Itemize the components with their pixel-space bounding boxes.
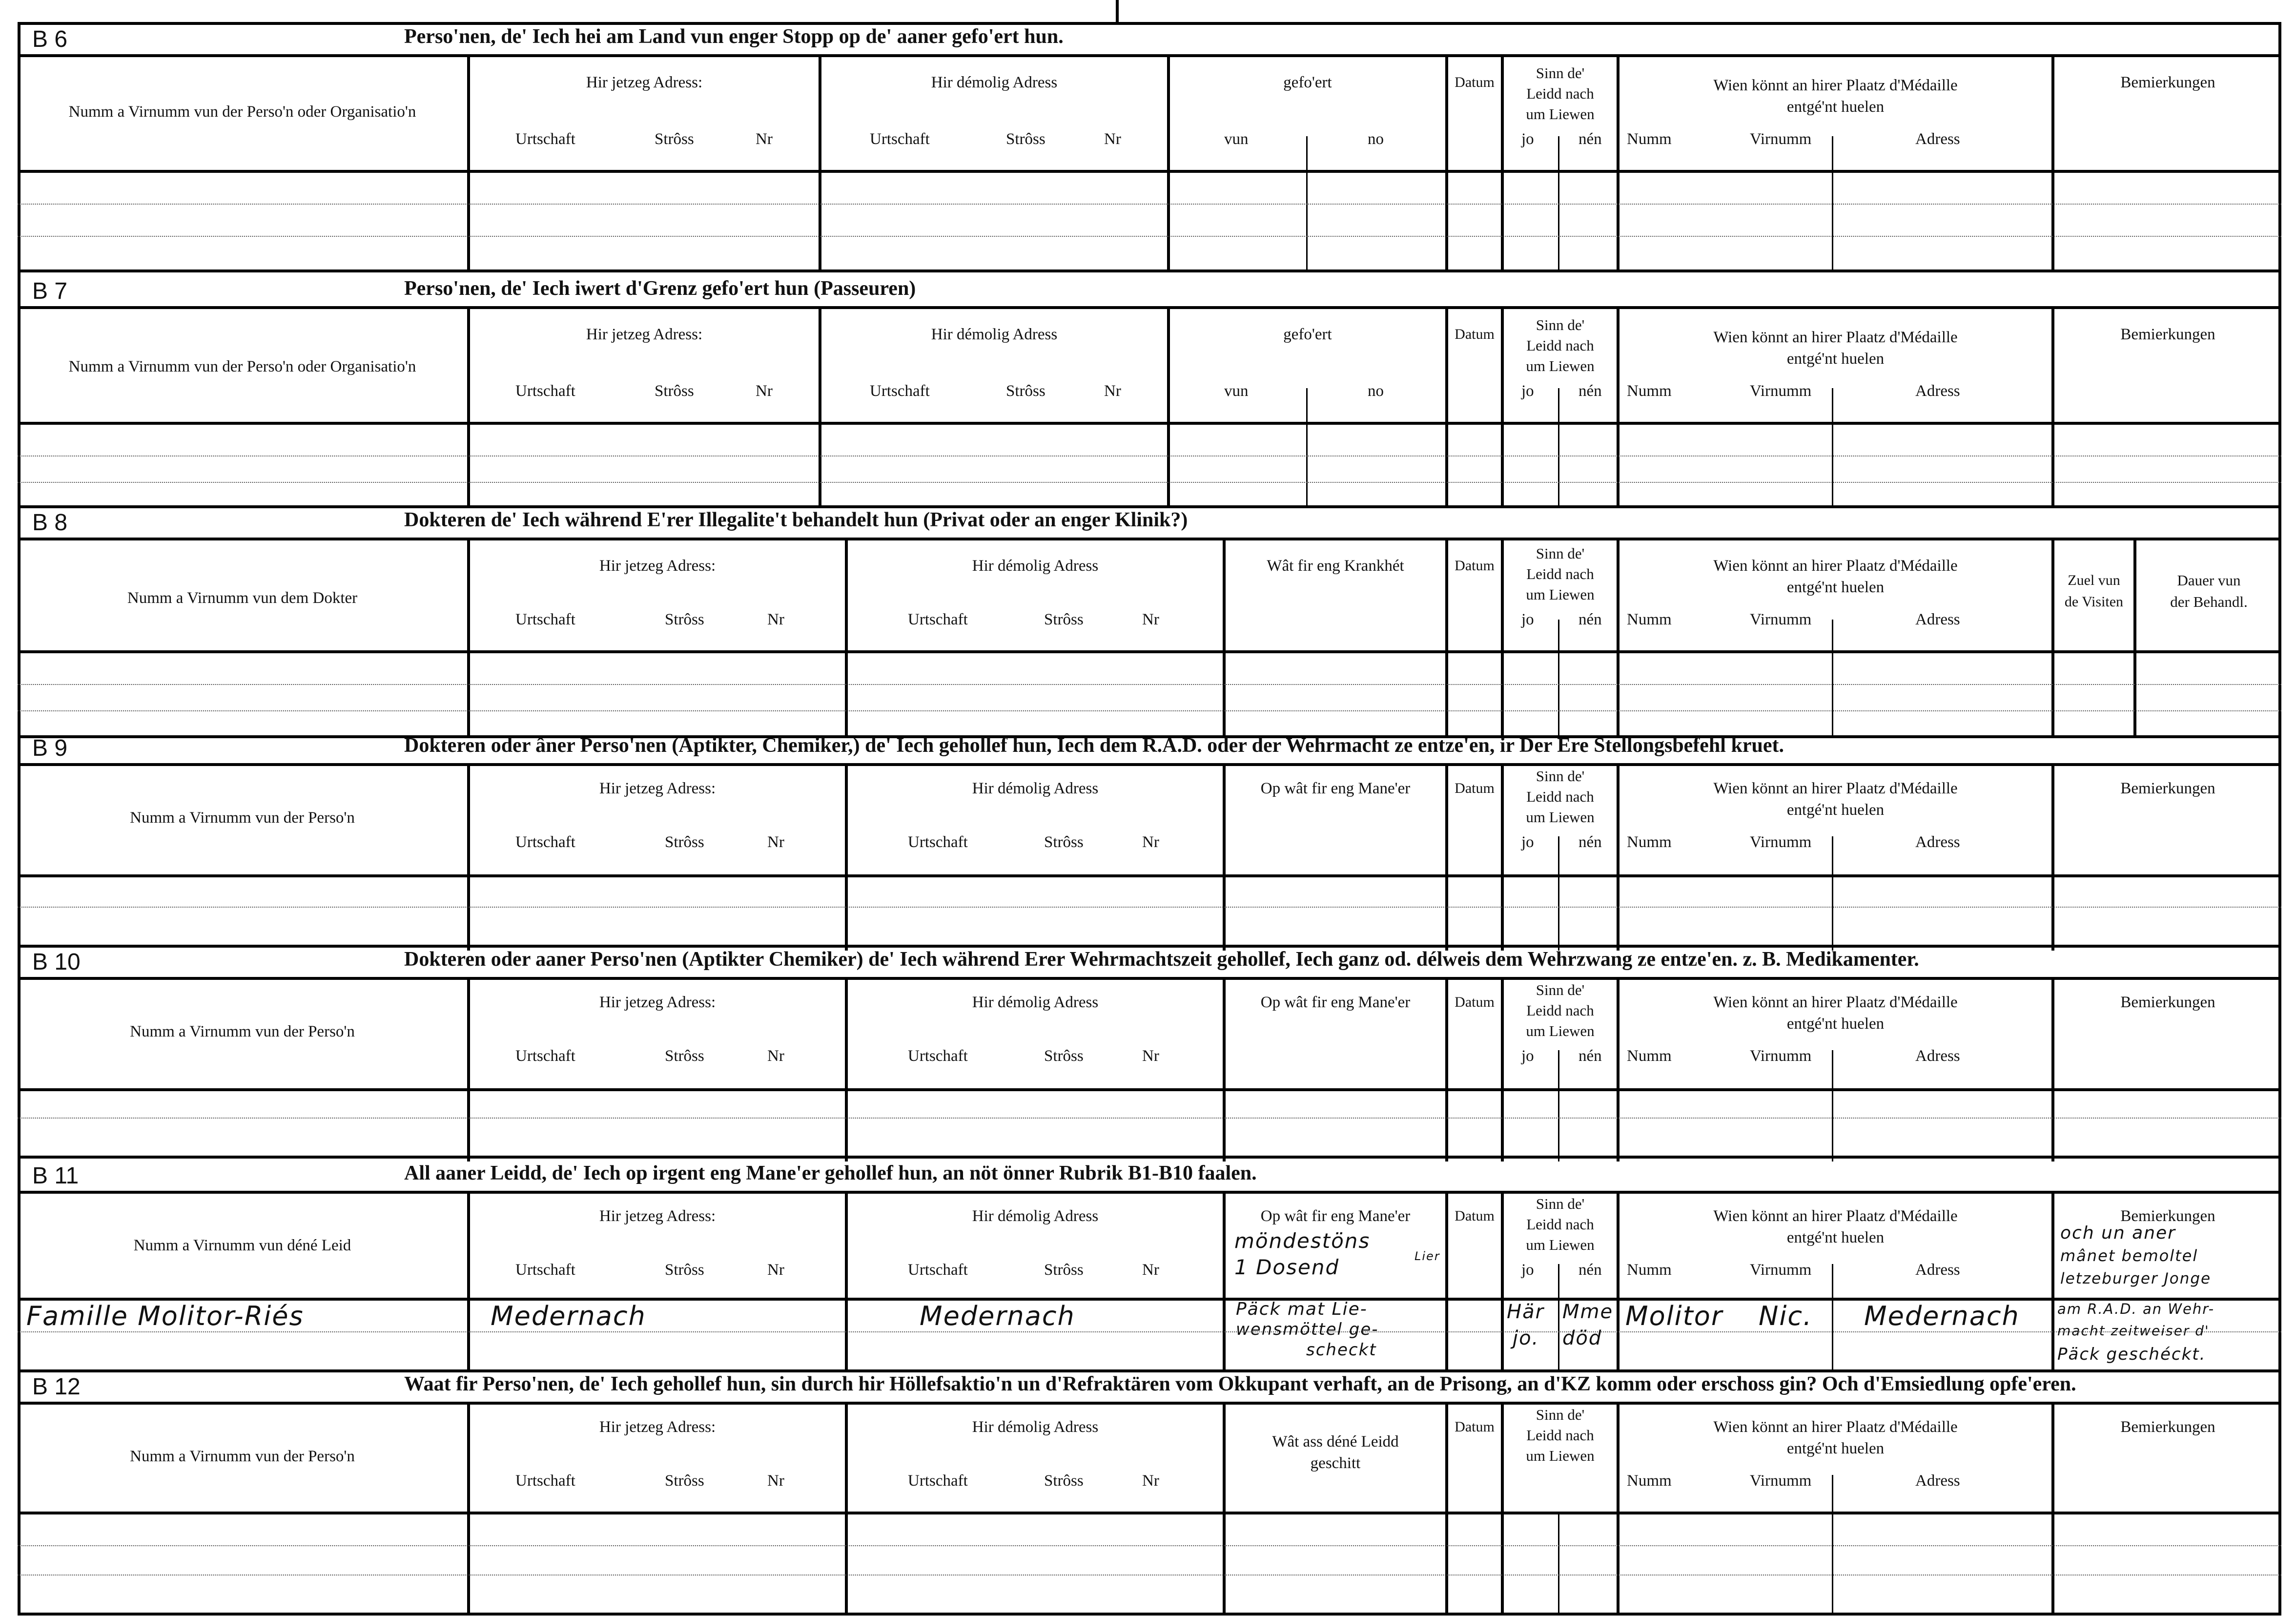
col-street: Strôss [1044,833,1084,851]
section-b10 [18,945,2281,1161]
entry-manner: Päck mat Lie- [1236,1299,1368,1319]
entry-remarks: Päck geschéckt. [2057,1345,2206,1364]
section-b12 [18,1369,2281,1616]
col-town: Urtschaft [515,1261,575,1279]
col-number: Nr [767,833,784,851]
col-street: Strôss [1006,130,1046,148]
section-code: B 12 [32,1374,81,1400]
col-yes: jo [1521,382,1534,400]
section-b11-title-row [18,1159,2281,1194]
col-street: Strôss [1006,382,1046,400]
col-duration: Dauer vun der Behandl. [2170,572,2248,610]
col-street: Strôss [655,382,694,400]
col-date: Datum [1455,1208,1495,1224]
col-medal: Wien könnt an hirer Plaatz d'Médaille entgé'nt huelen [1713,994,1958,1033]
entry-current-town: Medernach [491,1301,646,1331]
section-b7 [18,274,2281,508]
col-transported: gefo'ert [1283,326,1332,343]
section-b7-title-row [18,274,2281,309]
col-former-address: Hir démolig Adress [972,780,1099,797]
col-former-address: Hir démolig Adress [972,557,1099,575]
col-no: nén [1578,130,1602,148]
entry-medal-surname: Molitor [1625,1301,1723,1331]
col-town: Urtschaft [515,382,575,400]
col-town: Urtschaft [870,130,930,148]
col-medal: Wien könnt an hirer Plaatz d'Médaille entgé'nt huelen [1713,557,1958,596]
section-title: Perso'nen, de' Iech iwert d'Grenz gefo'ert hun (Passeuren) [404,277,916,300]
col-name: Numm a Virnumm vun déné Leid [133,1237,351,1254]
col-no: nén [1578,1047,1602,1065]
section-title: Dokteren oder âner Perso'nen (Aptikter, Chemiker,) de' Iech gehollef hun, Iech dem R.A.D. oder der Wehrmacht ze entze'en, ir Der Ere Stellongsbefehl kruet. [404,734,1784,757]
col-firstname: Virnumm [1750,1047,1812,1065]
entry-medal-address: Medernach [1864,1301,2020,1331]
col-remarks: Bemierkungen [2120,780,2215,797]
col-street: Strôss [665,1472,704,1490]
col-medal: Wien könnt an hirer Plaatz d'Médaille entgé'nt huelen [1713,329,1958,368]
col-remarks: Bemierkungen [2120,994,2215,1011]
col-visits: Zuel vun de Visiten [2064,572,2124,610]
col-number: Nr [1142,1261,1159,1279]
col-street: Strôss [665,1047,704,1065]
col-firstname: Virnumm [1750,1261,1812,1279]
handwritten-note: letzeburger Jonge [2060,1270,2212,1287]
col-street: Strôss [1044,1472,1084,1490]
col-surname: Numm [1627,611,1672,628]
col-town: Urtschaft [870,382,930,400]
col-transported: gefo'ert [1283,74,1332,91]
col-no: nén [1578,611,1602,628]
col-address: Adress [1915,130,1960,148]
col-medal: Wien könnt an hirer Plaatz d'Médaille entgé'nt huelen [1713,1418,1958,1457]
col-alive: Sinn de' Leidd nach um Liewen [1526,64,1595,123]
col-current-address: Hir jetzeg Adress: [599,1418,716,1436]
section-title: Waat fir Perso'nen, de' Iech gehollef hun, sin durch hir Höllefsaktio'n un d'Refraktären vom Okkupant verhaft, an de Prisong, an d'KZ komm oder erschoss gin? Och d'Emsiedlung opfe'eren. [404,1373,2076,1395]
col-number: Nr [1142,833,1159,851]
section-code: B 9 [32,735,68,761]
handwritten-note: mânet bemoltel [2060,1246,2198,1265]
col-alive: Sinn de' Leidd nach um Liewen [1526,1406,1595,1464]
col-alive: Sinn de' Leidd nach um Liewen [1526,767,1595,826]
section-b6-title-row [18,22,2281,57]
col-street: Strôss [665,611,704,628]
handwritten-note: Lier [1414,1249,1440,1263]
col-current-address: Hir jetzeg Adress: [599,1207,716,1225]
col-date: Datum [1455,1419,1495,1435]
col-firstname: Virnumm [1750,382,1812,400]
col-surname: Numm [1627,382,1672,400]
col-alive: Sinn de' Leidd nach um Liewen [1526,545,1595,603]
col-yes: jo [1521,1047,1534,1065]
col-to: no [1368,382,1384,400]
col-name: Numm a Virnumm vun der Perso'n [130,1448,355,1465]
section-b12-title-row [18,1369,2281,1405]
entry-remarks: macht zeitweiser d' [2057,1323,2210,1339]
col-yes: jo [1521,130,1534,148]
section-title: Dokteren oder aaner Perso'nen (Aptikter Chemiker) de' Iech während Erer Wehrmachtszeit gehollef, Iech ganz od. délweis dem Wehrzwang ze entze'en. z. B. Medikamenter. [404,948,1919,971]
handwritten-note: och un aner [2060,1223,2176,1243]
col-date: Datum [1455,558,1495,574]
col-street: Strôss [655,130,694,148]
col-manner: Op wât fir eng Mane'er [1260,780,1411,797]
punch-mark [1116,0,1119,22]
col-current-address: Hir jetzeg Adress: [586,326,703,343]
col-number: Nr [1142,1472,1159,1490]
col-to: no [1368,130,1384,148]
col-number: Nr [767,611,784,628]
col-alive: Sinn de' Leidd nach um Liewen [1526,316,1595,374]
col-former-address: Hir démolig Adress [972,994,1099,1011]
col-firstname: Virnumm [1750,833,1812,851]
col-number: Nr [1142,611,1159,628]
col-street: Strôss [665,1261,704,1279]
section-b9 [18,731,2281,951]
col-name: Numm a Virnumm vun der Perso'n oder Organisatio'n [68,358,416,375]
col-former-address: Hir démolig Adress [931,326,1058,343]
col-street: Strôss [1044,1047,1084,1065]
col-surname: Numm [1627,1047,1672,1065]
col-remarks: Bemierkungen [2120,1207,2215,1225]
col-town: Urtschaft [515,1047,575,1065]
col-town: Urtschaft [515,611,575,628]
entry-remarks: am R.A.D. an Wehr- [2057,1301,2215,1317]
col-firstname: Virnumm [1750,611,1812,628]
col-town: Urtschaft [908,833,968,851]
entry-medal-firstname: Nic. [1759,1301,1813,1331]
col-number: Nr [767,1472,784,1490]
col-town: Urtschaft [515,1472,575,1490]
section-code: B 8 [32,510,68,536]
section-title: Dokteren de' Iech während E'rer Illegalite't behandelt hun (Privat oder an enger Klinik?) [404,509,1188,531]
col-current-address: Hir jetzeg Adress: [599,994,716,1011]
col-from: vun [1224,382,1249,400]
col-illness: Wât fir eng Krankhét [1267,557,1404,575]
col-town: Urtschaft [908,1472,968,1490]
col-address: Adress [1915,1472,1960,1490]
col-name: Numm a Virnumm vun der Perso'n [130,809,355,827]
col-no: nén [1578,833,1602,851]
col-alive: Sinn de' Leidd nach um Liewen [1526,981,1595,1039]
col-address: Adress [1915,1261,1960,1279]
col-current-address: Hir jetzeg Adress: [599,780,716,797]
col-surname: Numm [1627,1472,1672,1490]
handwritten-note: möndestöns [1234,1229,1371,1253]
col-no: nén [1578,382,1602,400]
col-yes: jo [1521,611,1534,628]
col-current-address: Hir jetzeg Adress: [599,557,716,575]
col-address: Adress [1915,382,1960,400]
section-code: B 6 [32,26,68,52]
col-name: Numm a Virnumm vun der Perso'n [130,1023,355,1040]
col-from: vun [1224,130,1249,148]
col-address: Adress [1915,833,1960,851]
section-code: B 7 [32,278,68,304]
col-manner: Op wât fir eng Mane'er [1260,1207,1411,1225]
col-manner: Op wât fir eng Mane'er [1260,994,1411,1011]
col-no: nén [1578,1261,1602,1279]
col-remarks: Bemierkungen [2120,326,2215,343]
col-date: Datum [1455,326,1495,342]
entry-manner: wensmöttel ge- [1236,1320,1379,1339]
section-b8-title-row [18,505,2281,540]
col-number: Nr [1104,130,1121,148]
col-number: Nr [1142,1047,1159,1065]
section-title: All aaner Leidd, de' Iech op irgent eng Mane'er gehollef hun, an nöt önner Rubrik B1-B10 faalen. [404,1162,1257,1184]
col-former-address: Hir démolig Adress [972,1207,1099,1225]
col-number: Nr [1104,382,1121,400]
col-number: Nr [767,1261,784,1279]
col-firstname: Virnumm [1750,130,1812,148]
col-number: Nr [767,1047,784,1065]
col-number: Nr [756,382,773,400]
col-yes: jo [1521,833,1534,851]
entry-alive-yes: Här [1507,1301,1545,1323]
col-remarks: Bemierkungen [2120,74,2215,91]
col-number: Nr [756,130,773,148]
col-name: Numm a Virnumm vun dem Dokter [127,589,358,607]
col-street: Strôss [1044,611,1084,628]
col-what-happened: Wât ass déné Leidd geschitt [1272,1433,1399,1472]
section-b11 [18,1159,2281,1372]
col-former-address: Hir démolig Adress [972,1418,1099,1436]
col-town: Urtschaft [515,130,575,148]
handwritten-note: 1 Dosend [1234,1255,1340,1279]
col-remarks: Bemierkungen [2120,1418,2215,1436]
section-title: Perso'nen, de' Iech hei am Land vun enger Stopp op de' aaner gefo'ert hun. [404,25,1064,48]
entry-former-town: Medernach [920,1301,1075,1331]
col-address: Adress [1915,1047,1960,1065]
col-town: Urtschaft [908,1047,968,1065]
col-name: Numm a Virnumm vun der Perso'n oder Organisatio'n [68,103,416,121]
col-firstname: Virnumm [1750,1472,1812,1490]
col-date: Datum [1455,74,1495,90]
col-date: Datum [1455,994,1495,1010]
col-date: Datum [1455,780,1495,796]
col-alive: Sinn de' Leidd nach um Liewen [1526,1195,1595,1253]
entry-manner: scheckt [1306,1340,1377,1360]
entry-alive-no: död [1562,1327,1602,1349]
col-street: Strôss [665,833,704,851]
col-town: Urtschaft [908,1261,968,1279]
col-medal: Wien könnt an hirer Plaatz d'Médaille entgé'nt huelen [1713,77,1958,116]
section-b9-title-row [18,731,2281,766]
section-code: B 10 [32,949,81,975]
col-town: Urtschaft [908,611,968,628]
entry-alive-no: Mme [1562,1301,1614,1323]
entry-alive-yes: jo. [1513,1327,1539,1349]
col-surname: Numm [1627,130,1672,148]
col-yes: jo [1521,1261,1534,1279]
col-street: Strôss [1044,1261,1084,1279]
col-former-address: Hir démolig Adress [931,74,1058,91]
section-b10-title-row [18,945,2281,980]
col-surname: Numm [1627,1261,1672,1279]
section-code: B 11 [32,1163,79,1189]
col-current-address: Hir jetzeg Adress: [586,74,703,91]
entry-name: Famille Molitor-Riés [26,1301,304,1331]
section-b6 [18,22,2281,271]
col-medal: Wien könnt an hirer Plaatz d'Médaille entgé'nt huelen [1713,780,1958,819]
col-town: Urtschaft [515,833,575,851]
col-surname: Numm [1627,833,1672,851]
col-address: Adress [1915,611,1960,628]
col-medal: Wien könnt an hirer Plaatz d'Médaille entgé'nt huelen [1713,1207,1958,1246]
section-b8 [18,505,2281,738]
